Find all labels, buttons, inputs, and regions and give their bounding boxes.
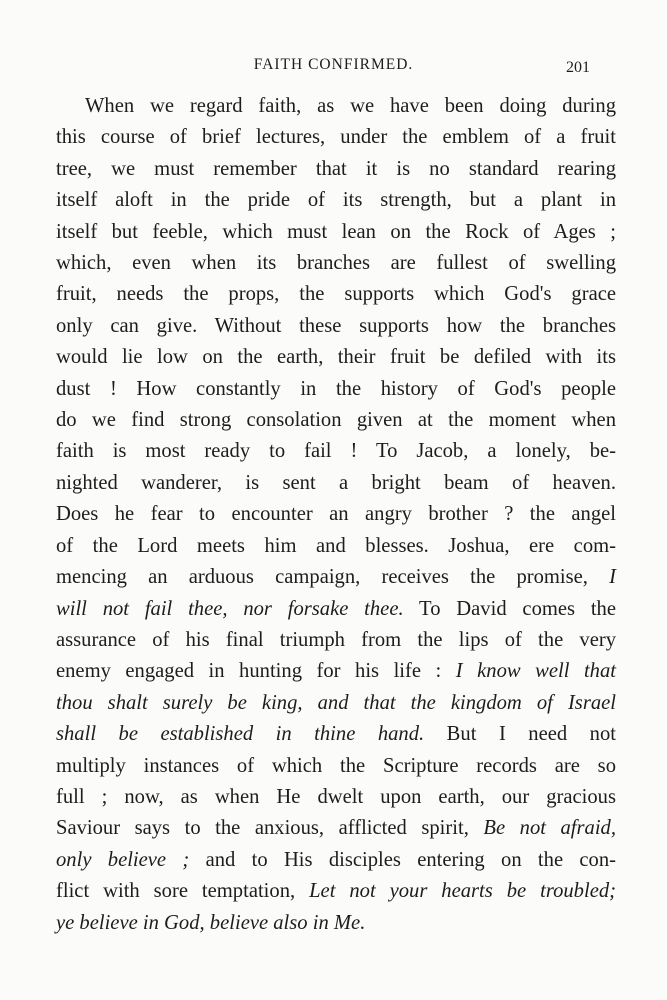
text-segment: of the Lord meets him and blesses. Joshua, ere com- [56,534,616,557]
text-segment: do we find strong consolation given at the moment when [56,409,616,432]
text-line [56,468,616,499]
text-line [56,217,616,248]
text-line [56,405,616,436]
text-segment: which, even when its branches are fullest of swelling [56,252,616,275]
text-segment: full ; now, as when He dwelt upon earth, our gracious [56,785,616,808]
text-segment: flict with sore temptation, [56,880,310,903]
text-line [56,625,616,656]
text-line [56,154,616,185]
text-line [56,594,616,625]
text-line [56,562,616,593]
text-segment: itself aloft in the pride of its strength, but a plant in [56,189,616,212]
running-header [0,56,667,80]
body-paragraph [56,91,616,939]
text-segment: To David comes the [403,597,616,620]
text-line [56,845,616,876]
text-segment: would lie low on the earth, their fruit be defiled with its [56,346,616,369]
text-line [56,499,616,530]
text-segment: Saviour says to the anxious, afflicted spirit, [56,817,484,840]
italic-quote: Let not your hearts be troubled; [309,880,616,903]
text-line [56,311,616,342]
text-segment: mencing an arduous campaign, receives the promise, [56,566,610,589]
text-line [56,185,616,216]
text-segment: fruit, needs the props, the supports which God's grace [56,283,616,306]
text-line [56,342,616,373]
text-segment: itself but feeble, which must lean on the Rock of Ages ; [56,220,616,243]
italic-quote: I [609,566,616,589]
text-segment: tree, we must remember that it is no standard rearing [56,157,616,180]
text-line [56,688,616,719]
text-line [56,248,616,279]
text-line [56,782,616,813]
text-segment: Does he fear to encounter an angry brother ? the angel [56,503,616,526]
text-line [56,279,616,310]
text-line [56,876,616,907]
text-segment: nighted wanderer, is sent a bright beam of heaven. [56,471,616,494]
text-line [56,719,616,750]
text-segment: When we regard faith, as we have been doing during [85,95,616,117]
text-line [56,436,616,467]
italic-quote: will not fail thee, nor forsake thee. [56,597,404,620]
chapter-title: FAITH CONFIRMED. [253,56,414,73]
italic-quote: Be not afraid, [483,817,616,840]
text-line [56,813,616,844]
text-segment: this course of brief lectures, under the emblem of a fruit [56,126,616,149]
italic-quote: thou shalt surely be king, and that the kingdom of Israel [56,691,616,714]
text-segment: and to His disciples entering on the con- [189,848,616,871]
text-segment: faith is most ready to fail ! To Jacob, a lonely, be- [56,440,616,463]
text-line [56,908,616,939]
text-line [56,531,616,562]
text-segment: assurance of his final triumph from the lips of the very [56,628,616,651]
italic-quote: only believe ; [56,848,190,871]
text-segment: only can give. Without these supports how the branches [56,314,616,337]
italic-quote: shall be established in thine hand. [56,723,425,746]
text-segment: multiply instances of which the Scripture records are so [56,754,616,777]
text-line [56,122,616,153]
italic-quote: I know well that [455,660,616,683]
text-segment: dust ! How constantly in the history of God's people [56,377,616,400]
text-segment: enemy engaged in hunting for his life : [56,660,456,683]
text-line [56,656,616,687]
text-line [56,91,616,122]
page-number: 201 [566,59,590,76]
italic-quote: ye believe in God, believe also in Me. [56,911,366,934]
text-segment: But I need not [424,723,616,746]
text-line [56,374,616,405]
text-line [56,751,616,782]
